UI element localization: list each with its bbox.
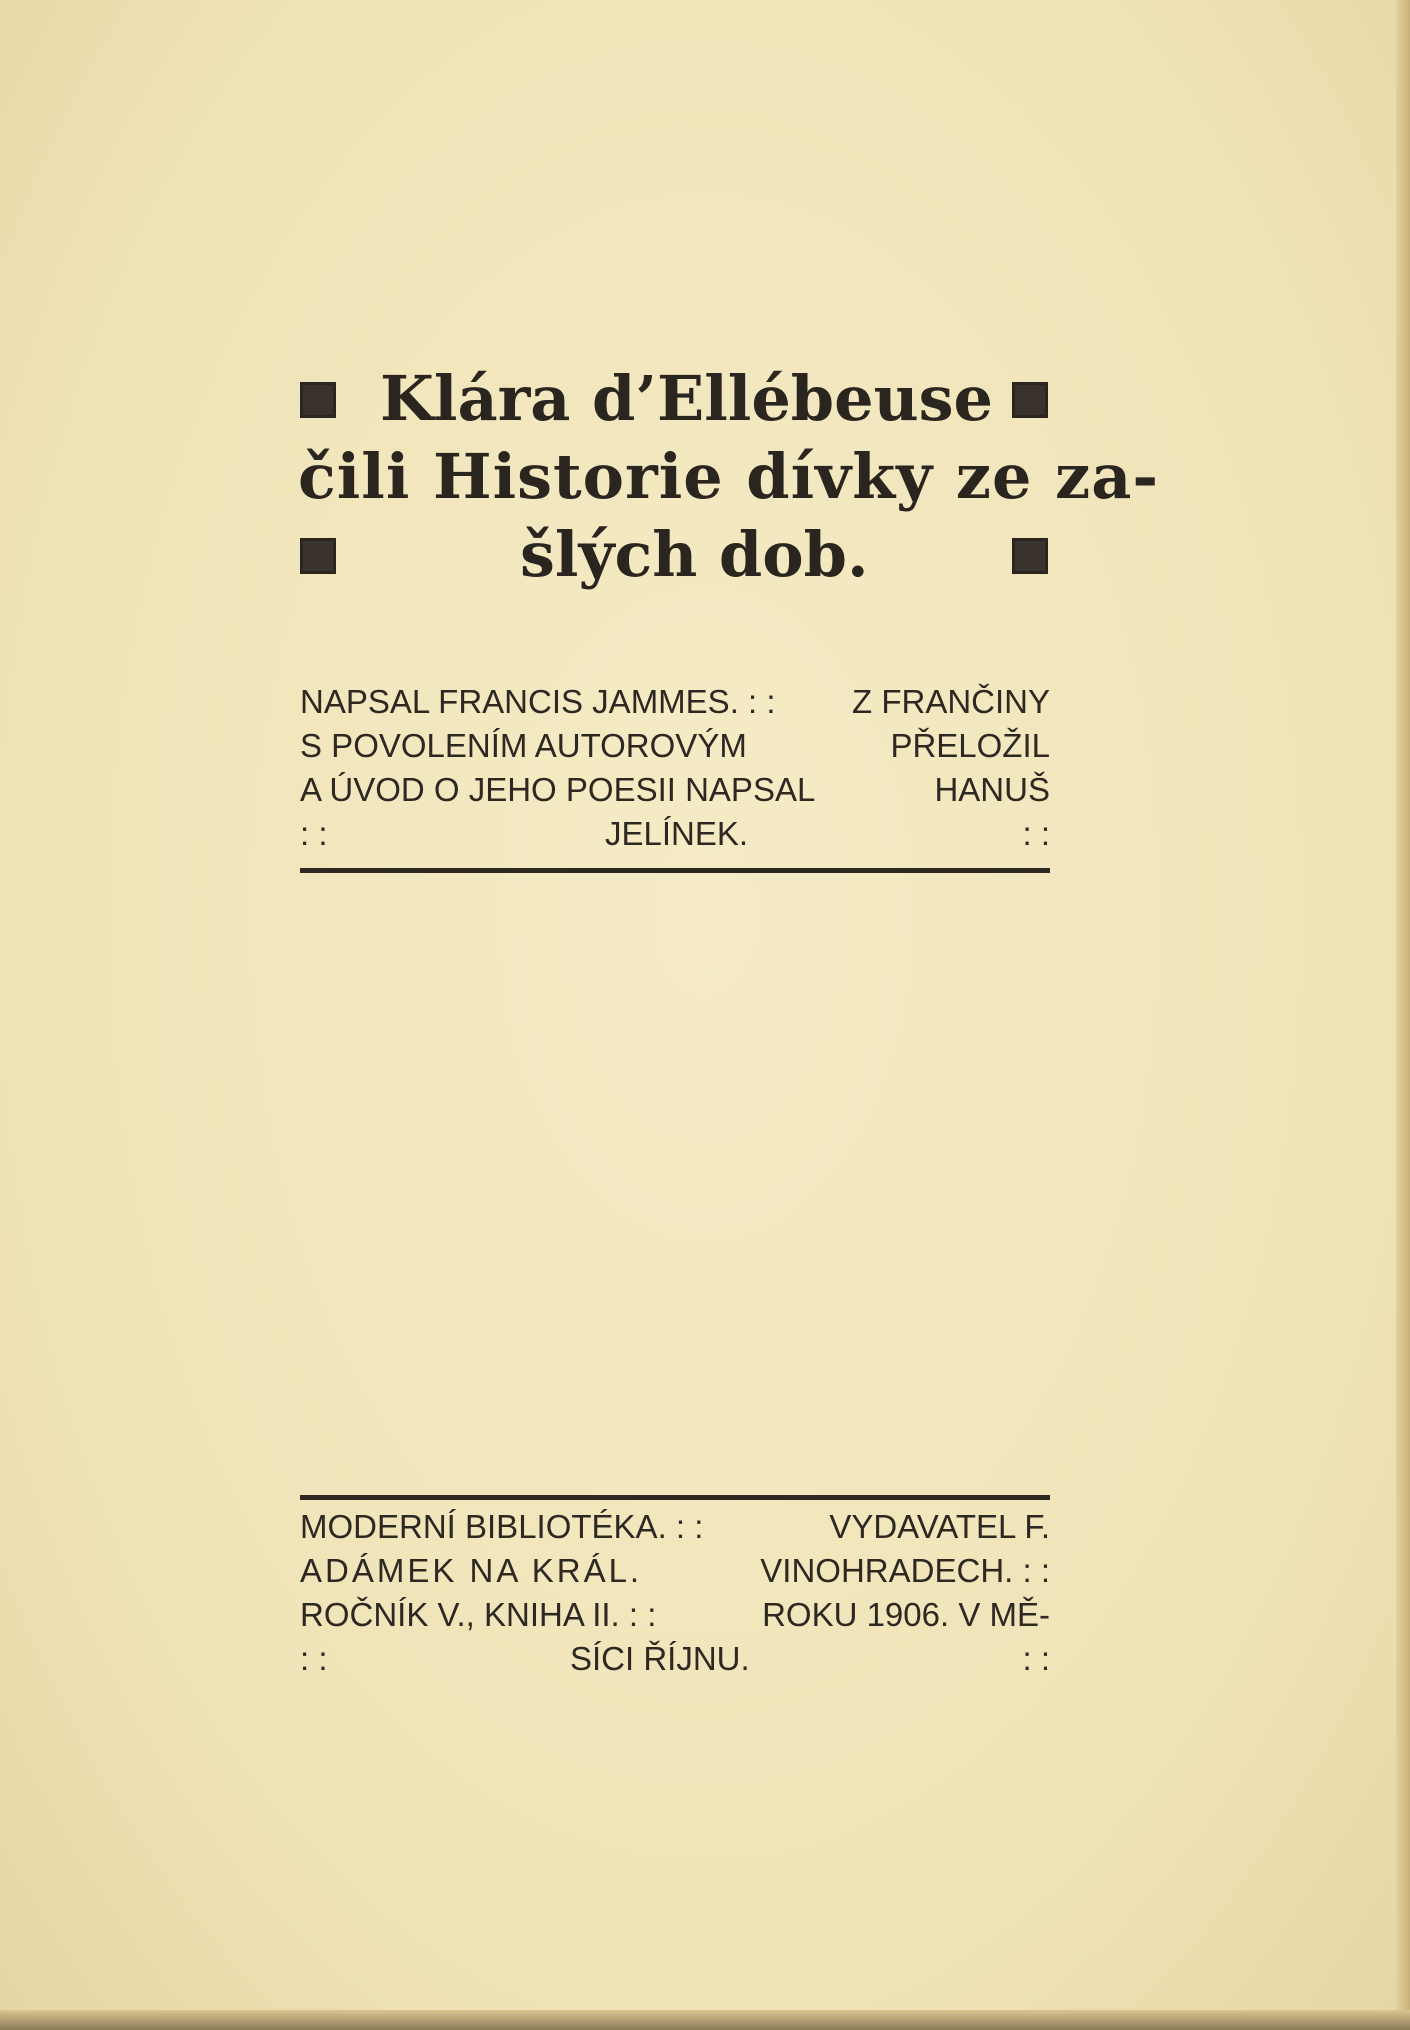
credits-text: NAPSAL FRANCIS JAMMES. : : — [300, 683, 776, 720]
imprint-text: VYDAVATEL F. — [829, 1508, 1050, 1545]
title-line-2 — [298, 438, 1160, 516]
credits-text: JELÍNEK. — [605, 815, 749, 852]
imprint-separator: : : — [300, 1640, 328, 1677]
credits-separator: : : — [1022, 815, 1050, 852]
credits-line — [300, 724, 1050, 768]
ornament-square-icon — [300, 538, 336, 574]
page-edge-right — [1396, 0, 1410, 2030]
credits-text: HANUŠ — [934, 771, 1050, 808]
page-edge-bottom — [0, 2010, 1410, 2030]
title-text-2: čili Historie dívky ze za- — [298, 440, 1160, 513]
credits-line — [300, 768, 1050, 812]
credits-text: PŘELOŽIL — [890, 727, 1050, 764]
ornament-square-icon — [300, 382, 336, 418]
imprint-line — [300, 1593, 1050, 1637]
divider-rule — [300, 1495, 1050, 1500]
credits-text: S POVOLENÍM AUTOROVÝM — [300, 727, 747, 764]
title-line-1 — [298, 360, 1050, 438]
ornament-square-icon — [1012, 538, 1048, 574]
credits-text: Z FRANČINY — [852, 683, 1050, 720]
imprint-text: SÍCI ŘÍJNU. — [570, 1640, 750, 1677]
credits-text: A ÚVOD O JEHO POESII NAPSAL — [300, 771, 816, 808]
credits-separator: : : — [300, 815, 328, 852]
imprint-text: ROČNÍK V., KNIHA II. : : — [300, 1596, 657, 1633]
imprint-line — [300, 1549, 1050, 1593]
imprint-line — [300, 1637, 1050, 1681]
credits-line — [300, 812, 1050, 856]
credits-line — [300, 680, 1050, 724]
ornament-square-icon — [1012, 382, 1048, 418]
imprint-text: ROKU 1906. V MĚ- — [762, 1596, 1050, 1633]
imprint-text: MODERNÍ BIBLIOTÉKA. : : — [300, 1508, 704, 1545]
imprint-separator: : : — [1022, 1640, 1050, 1677]
title-text-1: Klára d’Ellébeuse — [380, 362, 994, 435]
title-line-3 — [298, 516, 1050, 594]
title-block — [298, 360, 1160, 594]
imprint-text: VINOHRADECH. : : — [760, 1552, 1050, 1589]
divider-rule — [300, 868, 1050, 873]
imprint-line — [300, 1505, 1050, 1549]
imprint-text: ADÁMEK NA KRÁL. — [300, 1552, 643, 1589]
title-text-3: šlých dob. — [520, 518, 869, 591]
credits-block — [300, 680, 1050, 856]
imprint-block — [300, 1505, 1050, 1681]
